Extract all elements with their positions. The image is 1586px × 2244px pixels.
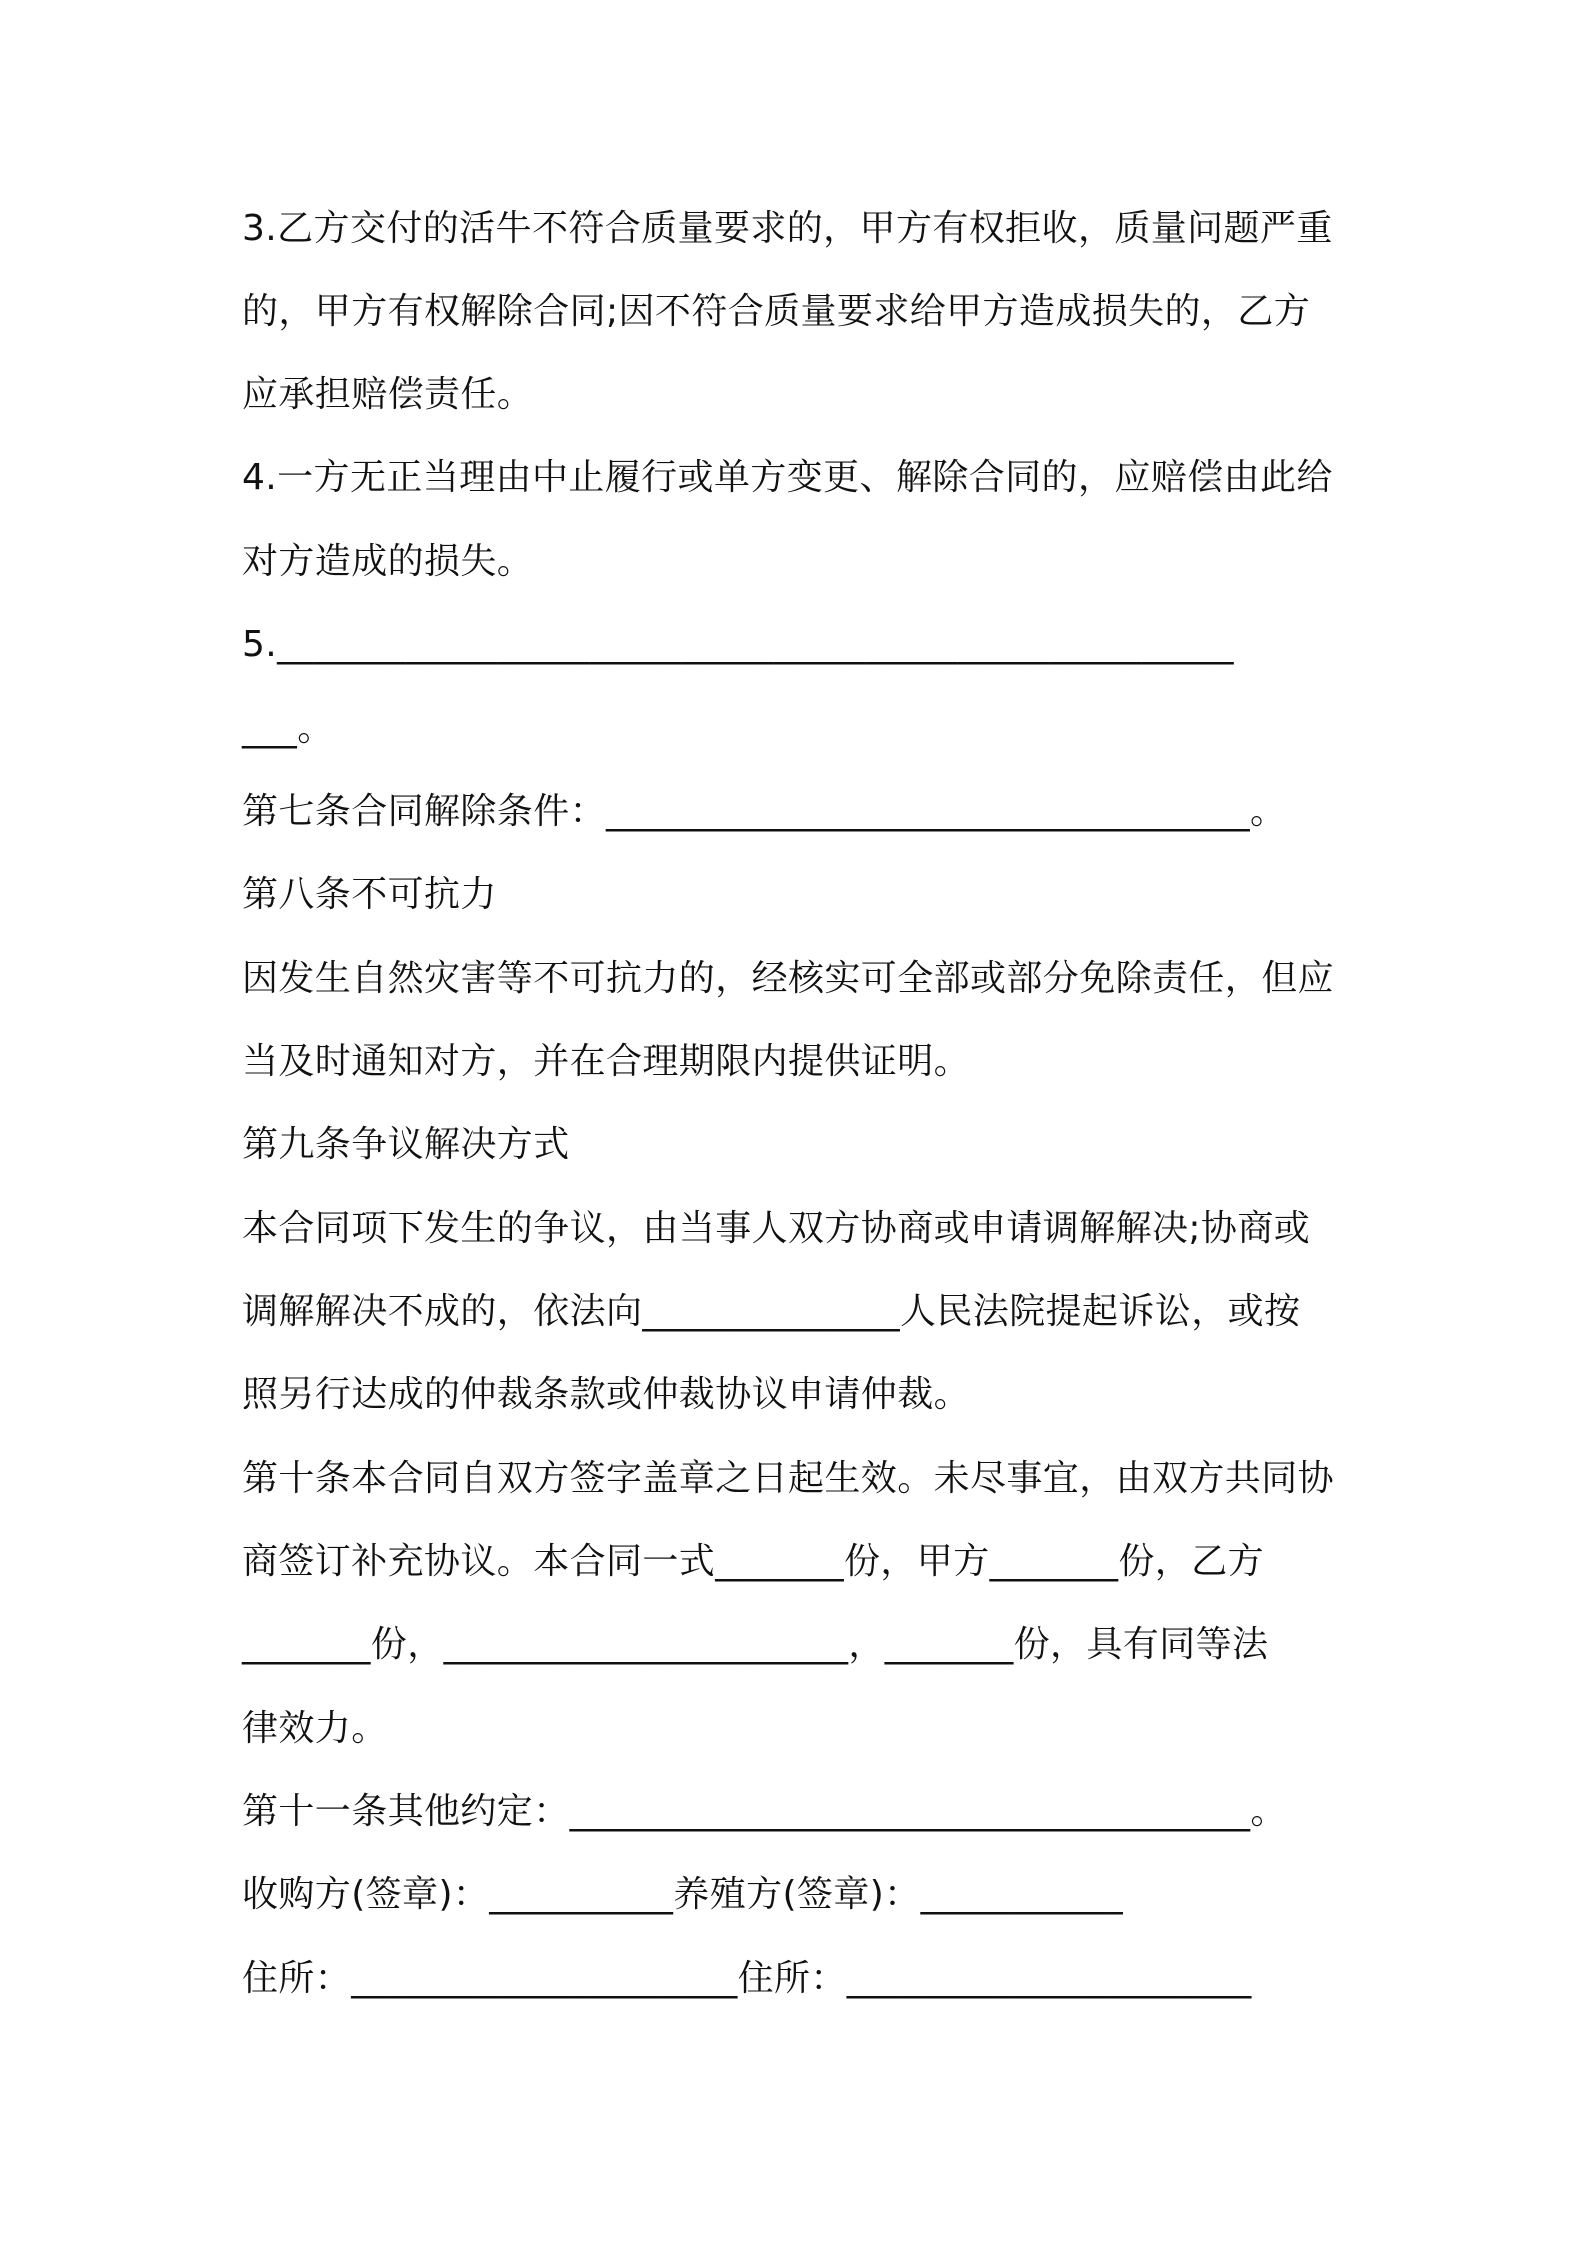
clause-8-text-line-2: 当及时通知对方，并在合理期限内提供证明。 bbox=[242, 1041, 971, 1082]
clause-11-other-agreements: 第十一条其他约定：_____________________________________。 bbox=[242, 1791, 1287, 1832]
clause-10-text-line-2: 商签订补充协议。本合同一式_______份，甲方_______份，乙方 bbox=[242, 1541, 1265, 1582]
address-line: 住所：_____________________住所：______________________ bbox=[242, 1958, 1252, 1999]
clause-8-heading: 第八条不可抗力 bbox=[242, 874, 497, 915]
clause-6-item-3-line-3: 应承担赔偿责任。 bbox=[242, 374, 534, 415]
clause-6-item-3-line-1: 3.乙方交付的活牛不符合质量要求的，甲方有权拒收，质量问题严重 bbox=[242, 208, 1333, 249]
clause-9-text-line-3: 照另行达成的仲裁条款或仲裁协议申请仲裁。 bbox=[242, 1374, 971, 1415]
clause-6-item-4-line-1: 4.一方无正当理由中止履行或单方变更、解除合同的，应赔偿由此给 bbox=[242, 457, 1333, 498]
clause-6-item-4-line-2: 对方造成的损失。 bbox=[242, 541, 534, 582]
clause-9-text-line-2: 调解解决不成的，依法向______________人民法院提起诉讼，或按 bbox=[242, 1291, 1301, 1332]
clause-6-item-5-line-1: 5.____________________________________________________ bbox=[242, 624, 1234, 665]
clause-6-item-5-line-2: ___。 bbox=[242, 708, 334, 749]
clause-8-text-line-1: 因发生自然灾害等不可抗力的，经核实可全部或部分免除责任，但应 bbox=[242, 958, 1335, 999]
clause-9-heading: 第九条争议解决方式 bbox=[242, 1124, 570, 1165]
clause-10-text-line-3: _______份，______________________，_______份，具有同等法 bbox=[242, 1624, 1269, 1665]
signature-line: 收购方(签章)：__________养殖方(签章)：___________ bbox=[242, 1874, 1123, 1915]
clause-10-text-line-1: 第十条本合同自双方签字盖章之日起生效。未尽事宜，由双方共同协 bbox=[242, 1458, 1335, 1499]
clause-6-item-3-line-2: 的，甲方有权解除合同;因不符合质量要求给甲方造成损失的，乙方 bbox=[242, 291, 1311, 332]
clause-7-termination-conditions: 第七条合同解除条件：___________________________________。 bbox=[242, 791, 1287, 832]
clause-9-text-line-1: 本合同项下发生的争议，由当事人双方协商或申请调解解决;协商或 bbox=[242, 1208, 1311, 1249]
clause-10-text-line-4: 律效力。 bbox=[242, 1708, 388, 1749]
